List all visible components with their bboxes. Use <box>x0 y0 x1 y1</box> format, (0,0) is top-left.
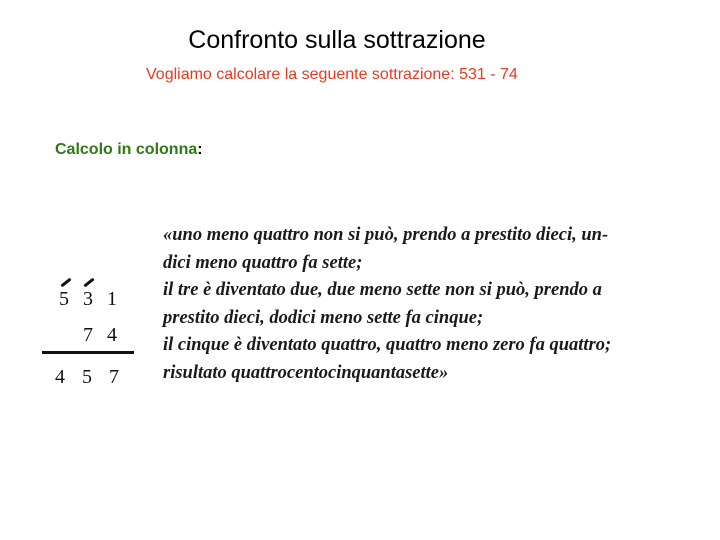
subtraction-rule <box>42 351 134 354</box>
slide-subtitle: Vogliamo calcolare la seguente sottrazione: 531 - 74 <box>146 66 518 83</box>
section-heading-text: Calcolo in colonna <box>55 141 198 158</box>
section-heading-colon: : <box>197 141 203 158</box>
explanation-line: il tre è diventato due, due meno sette non si può, prendo a <box>163 280 602 300</box>
result-digit-tens: 5 <box>82 366 92 388</box>
borrow-mark-hundreds <box>60 278 71 288</box>
explanation-line: risultato quattrocentocinquantasette» <box>163 362 449 383</box>
minuend-digit-hundreds: 5 <box>59 288 69 310</box>
column-subtraction <box>40 272 140 396</box>
explanation-quote <box>163 222 703 387</box>
explanation-line: dici meno quattro fa sette; <box>163 252 363 273</box>
minuend-digit-tens: 3 <box>83 288 93 310</box>
slide-title: Confronto sulla sottrazione <box>188 26 486 54</box>
explanation-line: il cinque è diventato quattro, quattro meno zero fa quattro; <box>163 335 612 355</box>
subtrahend-digit-units: 4 <box>107 324 117 346</box>
explanation-line: prestito dieci, dodici meno sette fa cinque; <box>163 307 484 328</box>
result-digit-units: 7 <box>109 366 119 388</box>
result-digit-hundreds: 4 <box>55 366 65 388</box>
section-heading <box>55 141 203 159</box>
minuend-digit-units: 1 <box>107 288 117 310</box>
borrow-mark-tens <box>83 278 94 288</box>
explanation-line: «uno meno quattro non si può, prendo a prestito dieci, un- <box>163 225 609 245</box>
subtrahend-digit-tens: 7 <box>83 324 93 346</box>
